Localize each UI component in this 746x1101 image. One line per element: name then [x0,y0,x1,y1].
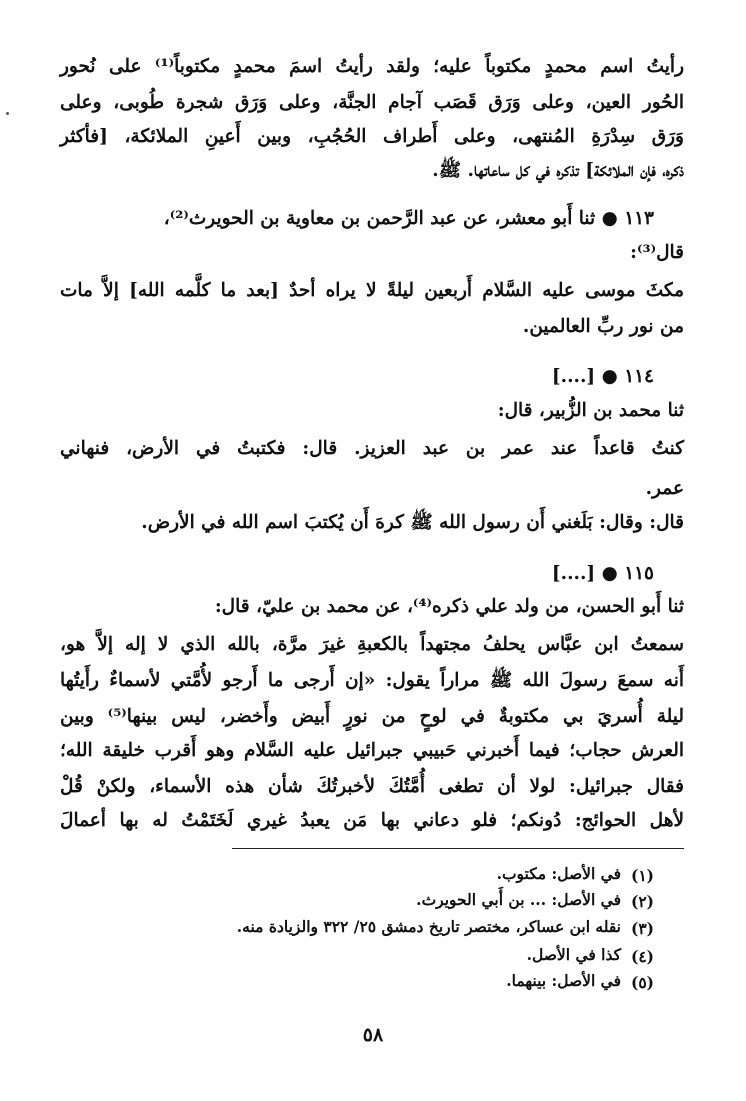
text-line: كنتُ قاعداً عند عمر بن عبد العزيز. قال: فكتبتُ في الأرض، فنهاني [60,438,684,459]
text-line: سمعتُ ابن عبَّاس يحلفُ مجتهداً بالكعبةِ غيرَ مرَّة، بالله الذي لا إله إلاَّ هو، [60,634,684,655]
text-line: من نور ربِّ العالمين. [522,316,684,337]
footnote-number: (١) [630,866,654,885]
text-line: رأيتُ اسم محمدٍ مكتوباً عليه؛ ولقد رأيتُ اسمَ محمدٍ مكتوباً⁽¹⁾ على نُحور [60,56,684,77]
footnote-number: (٢) [630,892,654,911]
text-line: الحُور العين، وعلى وَرَق قَصَب آجام الجنَّة، وعلى وَرَق شجرة طُوبى، وعلى [60,92,684,113]
footnote-number: (٣) [630,919,654,938]
page-number: ٥٨ [362,1024,384,1046]
text-line: ثنا محمد بن الزُّبير، قال: [497,400,684,421]
footnote-number: (٤) [630,947,654,966]
text-line: العرش حجاب؛ فيما أَخبرني حَبيبي جبرائيل عليه السَّلام وهو أَقرب خليقة الله؛ [60,740,684,761]
text-line: مكثَ موسى عليه السَّلام أَربعين ليلةً لا يراه أحدٌ [بعد ما كلَّمه الله] إلاَّ مات [60,280,684,301]
text-line: ثنا أَبو الحسن، من ولد علي ذكره⁽⁴⁾، عن محمد بن عليّ، قال: [214,596,684,617]
footnote-text: في الأصل: مكتوب. [496,864,621,883]
text-line: قال: وقال: بَلَغني أَن رسول الله ﷺ كرهَ أَن يُكتبَ اسم الله في الأرض. [141,512,684,533]
footnote-text: في الأصل: ... بن أَبي الحويرث. [416,890,621,909]
text-line: عمر. [645,478,684,499]
text-line: قال⁽³⁾: [630,242,684,263]
text-line: فقال جبرائيل: لولا أن تطغى أُمَّتُكَ لأخبرتُكَ شأن هذه الأسماء، ولكنْ قُلْ [60,776,684,797]
text-line: ذكره، فإن الملائكة] تذكره في كل ساعاتها. ﷺ. [432,160,684,181]
footnote-text: كذا في الأصل. [526,945,621,964]
hadith-115-heading: ١١٥ ● [....] [551,563,654,584]
margin-mark [6,112,9,115]
text-line: أَنه سمعَ رسولَ الله ﷺ مراراً يقول: «إن أَرجى ما أَرجو لأُمَّتي لأسماءٌ رأَيتُها [60,670,684,691]
text-line: ليلة أُسريَ بي مكتوبةٌ في لوحٍ من نورٍ أَبيض وأَخضر، ليس بينها⁽⁵⁾ وبين [60,706,684,727]
footnote-text: نقله ابن عساكر، مختصر تاريخ دمشق ٢٥/ ٣٢٢ والزيادة منه. [236,917,621,936]
footnote-separator [232,848,684,849]
footnote-number: (٥) [630,973,654,992]
text-line: وَرَق سِدْرَةِ المُنتهى، وعلى أَطراف الحُجُبِ، وبين أَعينِ الملائكة، [فأكثر [60,126,684,147]
text-line: لأهل الحوائج: دُونكم؛ فلو دعاني بها مَن يعبدُ غيري لَخَتَمْتُ له بها أعمالَ [60,810,684,831]
footnote-text: في الأصل: بينهما. [506,971,621,990]
hadith-113-heading: ١١٣ ● ثنا أَبو معشر، عن عبد الرَّحمن بن معاوية بن الحويرث⁽²⁾، [163,208,654,229]
hadith-114-heading: ١١٤ ● [....] [551,366,654,387]
